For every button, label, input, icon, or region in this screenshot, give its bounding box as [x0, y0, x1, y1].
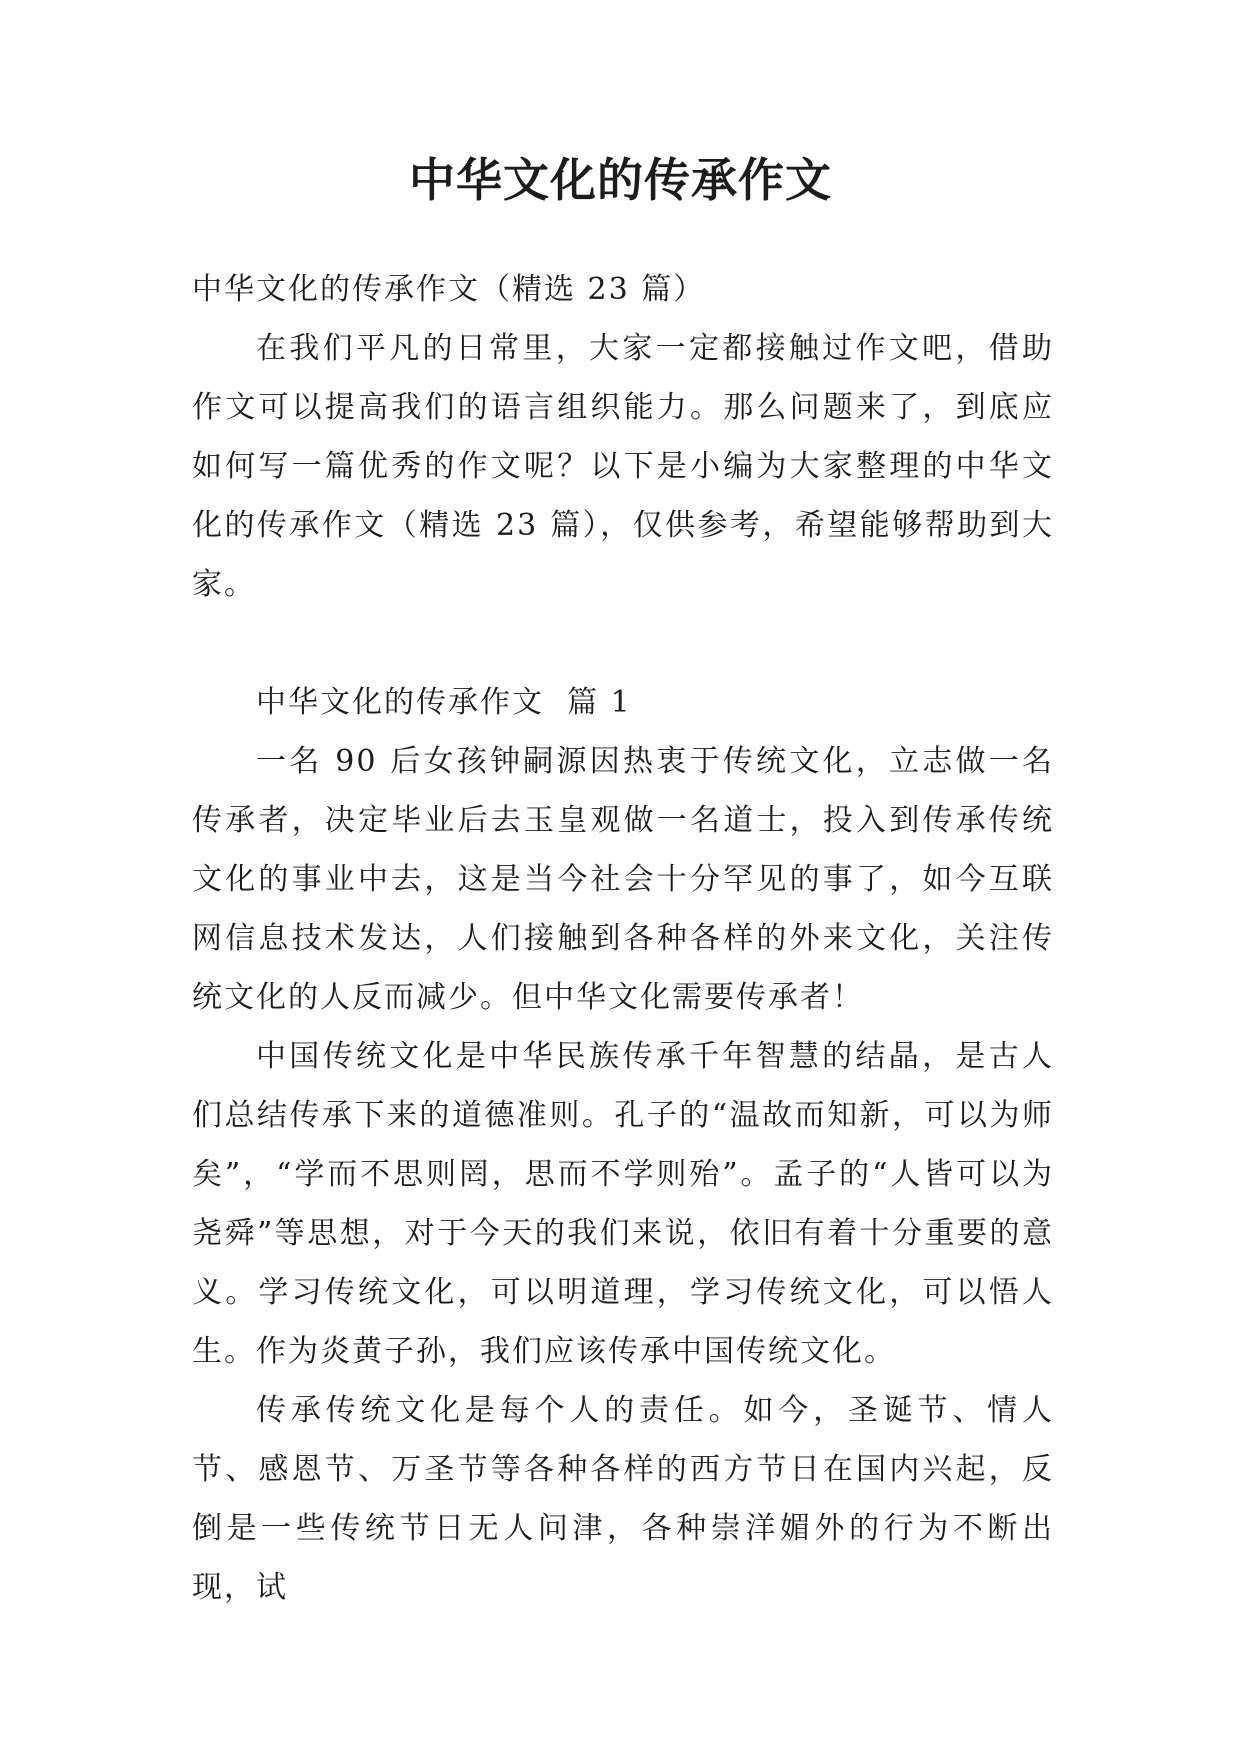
intro-paragraph: 在我们平凡的日常里，大家一定都接触过作文吧，借助作文可以提高我们的语言组织能力。那么问题来了，到底应如何写一篇优秀的作文呢？以下是小编为大家整理的中华文化的传承作文（精选 23 篇），仅供参考，希望能够帮助到大家。 [192, 331, 1054, 602]
document-subtitle: 中华文化的传承作文（精选 23 篇） [192, 272, 706, 307]
document-title: 中华文化的传承作文 [409, 153, 832, 207]
body-paragraph: 中国传统文化是中华民族传承千年智慧的结晶，是古人们总结传承下来的道德准则。孔子的“温故而知新，可以为师矣”，“学而不思则罔，思而不学则殆”。孟子的“人皆可以为尧舜”等思想，对于今天的我们来说，依旧有着十分重要的意义。学习传统文化，可以明道理，学习传统文化，可以悟人生。作为炎黄子孙，我们应该传承中国传统文化。 [192, 1039, 1054, 1369]
paragraph-spacer [192, 614, 1054, 673]
body-paragraph: 传承传统文化是每个人的责任。如今，圣诞节、情人节、感恩节、万圣节等各种各样的西方节日在国内兴起，反倒是一些传统节日无人问津，各种崇洋媚外的行为不断出现，试 [192, 1393, 1054, 1605]
document-body [192, 260, 1054, 1617]
section-heading: 中华文化的传承作文 篇 1 [256, 685, 632, 720]
body-paragraph: 一名 90 后女孩钟嗣源因热衷于传统文化，立志做一名传承者，决定毕业后去玉皇观做一名道士，投入到传承传统文化的事业中去，这是当今社会十分罕见的事了，如今互联网信息技术发达，人们接触到各种各样的外来文化，关注传统文化的人反而减少。但中华文化需要传承者！ [192, 744, 1054, 1015]
